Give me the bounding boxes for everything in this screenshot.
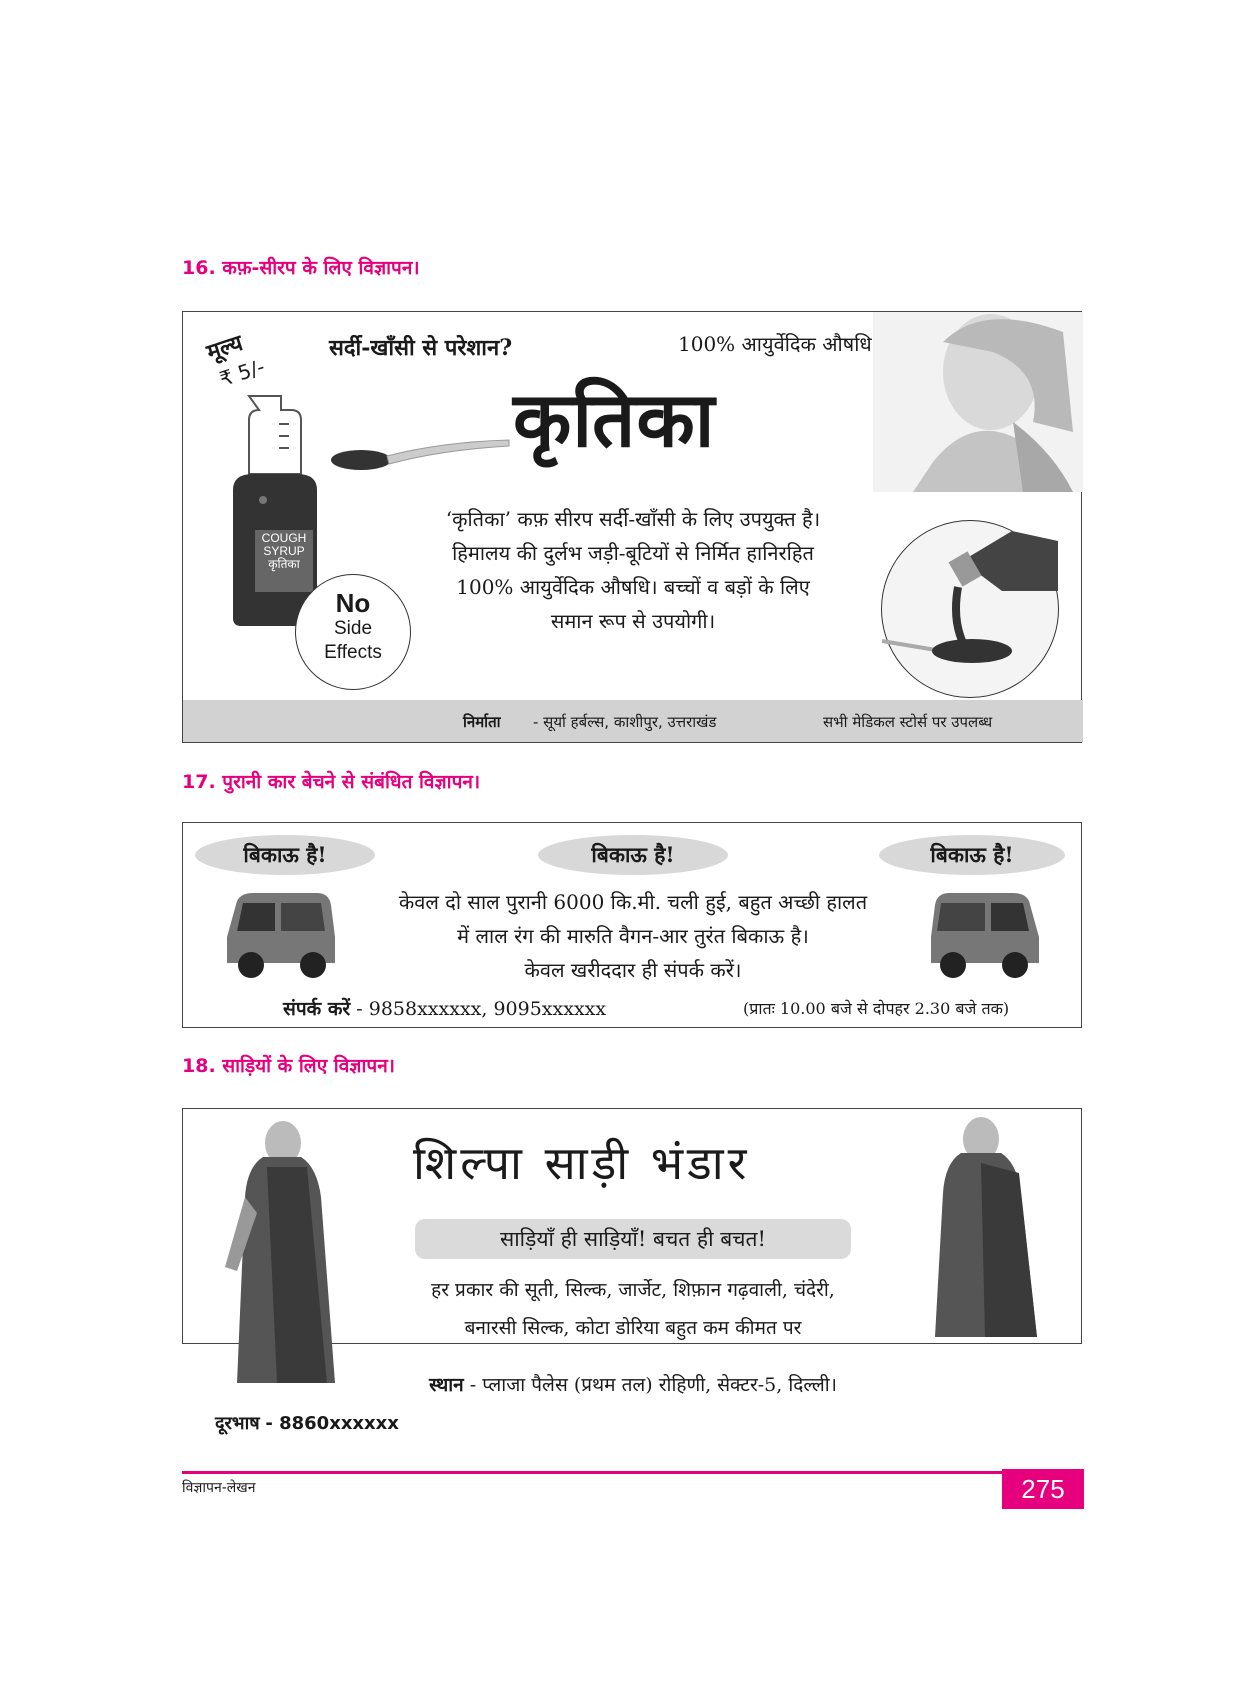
body-line: केवल खरीददार ही संपर्क करें। <box>524 958 742 982</box>
bottle-label-line: SYRUP <box>263 544 305 558</box>
for-sale-badge: बिकाऊ है! <box>538 835 728 875</box>
car-left-icon <box>217 887 337 983</box>
saree-model-right-photo <box>921 1113 1051 1337</box>
contact-label: संपर्क करें <box>283 998 351 1020</box>
cough-syrup-ad <box>182 311 1082 743</box>
body-line: में लाल रंग की मारुति वैगन-आर तुरंत बिकाऊ है। <box>457 924 809 948</box>
body-line: हिमालय की दुर्लभ जड़ी-बूटियों से निर्मित हानिरहित <box>452 541 814 565</box>
badge-line: Side <box>333 618 373 639</box>
section-heading-18: 18. साड़ियों के लिए विज्ञापन। <box>182 1055 395 1077</box>
car-right-icon <box>929 887 1049 983</box>
body-line: ‘कृतिका’ कफ़ सीरप सर्दी-खाँसी के लिए उपयुक्त है। <box>445 507 821 531</box>
location-label: स्थान <box>429 1374 464 1396</box>
pouring-syrup-icon <box>882 521 1058 697</box>
for-sale-badge: बिकाऊ है! <box>879 835 1065 875</box>
body-line: केवल दो साल पुरानी 6000 कि.मी. चली हुई, बहुत अच्छी हालत <box>398 890 868 914</box>
maker-label: निर्माता <box>463 713 501 731</box>
ad-subtitle: 100% आयुर्वेदिक औषधि <box>678 332 872 356</box>
brand-name: कृतिका <box>513 375 716 464</box>
footer-rule <box>182 1471 1082 1474</box>
body-line: बनारसी सिल्क, कोटा डोरिया बहुत कम कीमत पर <box>464 1317 802 1339</box>
phone-value: - 8860xxxxxx <box>265 1413 399 1434</box>
slogan-banner: साड़ियाँ ही साड़ियाँ! बचत ही बचत! <box>415 1219 851 1259</box>
bottle-label <box>255 532 313 571</box>
maker-bar <box>183 700 1083 742</box>
contact-value: - 9858xxxxxx, 9095xxxxxx <box>356 998 607 1020</box>
ad-body <box>373 502 893 638</box>
section-heading-17: 17. पुरानी कार बेचने से संबंधित विज्ञापन। <box>182 771 481 793</box>
phone-info <box>215 1411 399 1435</box>
ad-body <box>363 1271 903 1347</box>
sick-woman-photo <box>873 312 1083 492</box>
price-value: ₹ 5/- <box>216 354 268 392</box>
contact-timing: (प्रातः 10.00 बजे से दोपहर 2.30 बजे तक) <box>743 999 1010 1018</box>
body-line: हर प्रकार की सूती, सिल्क, जार्जेट, शिफ़ान गढ़वाली, चंदेरी, <box>431 1279 835 1301</box>
badge-line: Effects <box>324 642 382 663</box>
bottle-label-line: कृतिका <box>268 557 300 571</box>
pouring-syrup-photo <box>881 520 1059 698</box>
ad-body <box>333 885 933 987</box>
location-info <box>363 1371 903 1397</box>
saree-ad <box>182 1108 1082 1434</box>
location-value: - प्लाजा पैलेस (प्रथम तल) रोहिणी, सेक्टर-5, दिल्ली। <box>469 1374 837 1396</box>
chapter-name: विज्ञापन-लेखन <box>182 1480 256 1496</box>
price-tag <box>204 326 269 395</box>
badge-line: No <box>335 588 371 618</box>
for-sale-badge: बिकाऊ है! <box>195 835 375 875</box>
body-line: 100% आयुर्वेदिक औषधि। बच्चों व बड़ों के लिए <box>456 575 810 599</box>
bottle-label-line: COUGH <box>261 531 307 545</box>
section-heading-16: 16. कफ़-सीरप के लिए विज्ञापन। <box>182 257 420 279</box>
availability-text: सभी मेडिकल स्टोर्स पर उपलब्ध <box>823 713 993 731</box>
maker-value: - सूर्या हर्बल्स, काशीपुर, उत्तराखंड <box>533 713 717 731</box>
spoon-icon <box>331 432 511 482</box>
body-line: समान रूप से उपयोगी। <box>550 609 716 633</box>
no-side-effects-badge <box>295 574 411 690</box>
ad-tagline: सर्दी-खाँसी से परेशान? <box>329 335 513 361</box>
phone-label: दूरभाष <box>215 1413 260 1434</box>
contact-info <box>283 995 606 1021</box>
shop-name: शिल्पा साड़ी भंडार <box>413 1136 751 1190</box>
saree-model-left-photo <box>217 1117 347 1383</box>
page-number: 275 <box>1002 1469 1084 1509</box>
price-label: मूल्य <box>203 330 246 366</box>
car-sale-ad <box>182 822 1082 1028</box>
